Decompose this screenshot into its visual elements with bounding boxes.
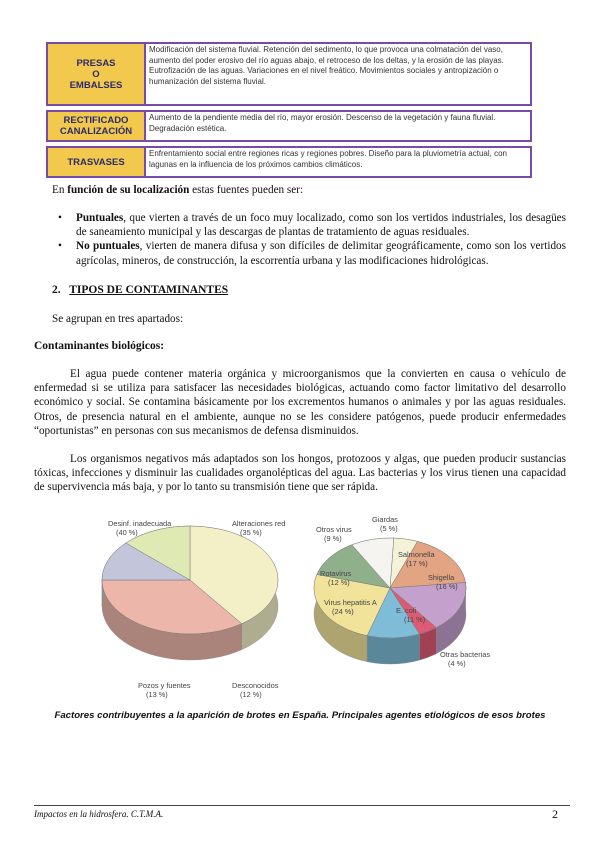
pie-slice-percent: (11 %): [404, 615, 426, 624]
pie-slice-percent: (9 %): [324, 534, 342, 543]
table-row-label: TRASVASES: [46, 148, 146, 176]
section-heading: [52, 284, 228, 296]
page-number: 2: [552, 807, 558, 821]
pie-slice-percent: (35 %): [240, 528, 262, 537]
pie-slice-label: Rotavirus: [320, 569, 352, 578]
section-number: 2.: [52, 284, 61, 296]
pie-slice-label: Alteraciones red: [232, 519, 286, 528]
group-text: Se agrupan en tres apartados:: [52, 313, 184, 325]
table-row-description: Modificación del sistema fluvial. Retención del sedimento, lo que provoca una colmatación del vaso, aumento del poder erosivo del río aguas abajo, el retroceso de los deltas, y la erosión de las playas. Eutrofización de las aguas. Variaciones en el nivel freático. Movimientos sociales y antropización o humanización del sistema fluvial.: [146, 44, 532, 104]
pie-slice-label: Otros virus: [316, 525, 352, 534]
pie-slice-label: Otras bacterias: [440, 650, 491, 659]
table-row-description: Aumento de la pendiente media del río, mayor erosión. Descenso de la vegetación y fauna fluvial. Degradación estética.: [146, 112, 532, 140]
list-item: [52, 211, 566, 239]
intro-bold: función de su localización: [67, 184, 190, 196]
table-row-label: RECTIFICADO CANALIZACIÓN: [46, 112, 146, 140]
pie-slice-percent: (4 %): [448, 659, 466, 668]
table-row-label: PRESAS O EMBALSES: [46, 44, 146, 104]
source-types-list: [52, 211, 566, 268]
pie-slice-side: [367, 634, 419, 664]
table-row: [46, 110, 532, 142]
pie-slice-label: Salmonella: [398, 550, 435, 559]
figure-caption: Factores contribuyentes a la aparición de brotes en España. Principales agentes etiológicos de esos brotes: [54, 710, 546, 721]
paragraph-1: El agua puede contener materia orgánica y microorganismos que la convierten en causa o vehículo de enfermedad si se utiliza para satisfacer las necesidades biológicas, actuando como factor limitativo del desarrollo económico y social. Se contamina básicamente por los excrementos humanos o animales y por las aguas residuales. Otros, de presencia natural en el ambiente, aunque no se les considere patógenos, puede producir enfermedades “oportunistas” en personas con sus mecanismos de defensa disminuidos.: [34, 368, 566, 437]
bullet-text: , vierten de manera difusa y son difíciles de delimitar geográficamente, como son los vertidos agrícolas, mineros, de construcción, la escorrentía urbana y las modificaciones hidrológicas.: [76, 240, 567, 267]
paragraph-2: Los organismos negativos más adaptados son los hongos, protozoos y algas, que pueden producir sustancias tóxicas, infecciones y disminuir las cualidades organolépticas del agua. Las bacterias y los virus tienen una capacidad de supervivencia más baja, y por lo tanto su transmisión tiene que ser rápida.: [34, 453, 566, 494]
impacts-table: [46, 42, 532, 182]
intro-pre: En: [52, 184, 68, 196]
footer-divider: [34, 805, 570, 806]
section-title: TIPOS DE CONTAMINANTES: [69, 284, 229, 296]
pie-slice-label: Giardas: [372, 515, 398, 524]
pie-slice-label: E. coli: [396, 606, 417, 615]
pie-slice-percent: (12 %): [328, 578, 350, 587]
pie-slice-percent: (5 %): [380, 524, 398, 533]
list-item: [52, 239, 566, 267]
table-row-description: Enfrentamiento social entre regiones ricas y regiones pobres. Diseño para la pluviometría actual, con lagunas en la influencia de los próximos cambios climáticos.: [146, 148, 532, 176]
pie-charts: [100, 510, 500, 700]
table-row: [46, 146, 532, 178]
bullet-term: Puntuales: [76, 212, 124, 224]
pie-slice-percent: (40 %): [116, 528, 138, 537]
pie-slice-percent: (12 %): [240, 690, 262, 699]
pie-slice-label: Shigella: [428, 573, 455, 582]
footer-left: Impactos en la hidrosfera. C.T.M.A.: [34, 809, 164, 819]
intro-paragraph: [52, 183, 562, 197]
pie-slice-label: Desinf. inadecuada: [108, 519, 172, 528]
table-row: [46, 42, 532, 106]
pie-slice-percent: (24 %): [332, 607, 354, 616]
bullet-term: No puntuales: [76, 240, 140, 253]
pie-slice-percent: (13 %): [146, 690, 168, 699]
pie-slice-label: Pozos y fuentes: [138, 681, 191, 690]
pie-slice-percent: (17 %): [406, 559, 428, 568]
bullet-text: , que vierten a través de un foco muy localizado, como son los vertidos industriales, los desagües de saneamiento municipal y las descargas de plantas de tratamiento de aguas residuales.: [76, 212, 566, 239]
pie-slice-label: Desconocidos: [232, 681, 279, 690]
subheading: Contaminantes biológicos:: [34, 340, 165, 352]
intro-post: estas fuentes pueden ser:: [189, 184, 304, 196]
pie-slice-label: Virus hepatitis A: [324, 598, 377, 607]
pie-slice-percent: (16 %): [436, 582, 458, 591]
